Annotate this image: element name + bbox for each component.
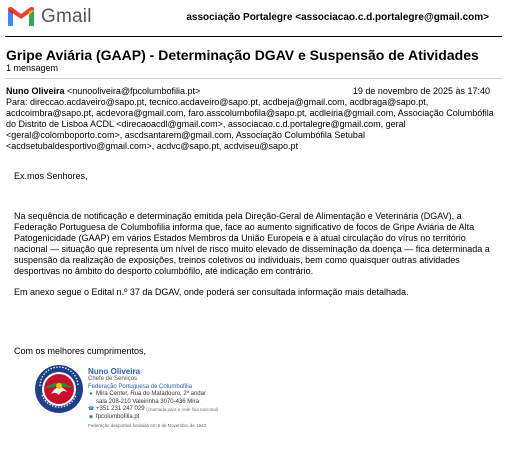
message-date: 19 de novembro de 2025 às 17:40 (352, 86, 490, 96)
signature-details (88, 367, 218, 430)
recipients-line (6, 97, 498, 152)
gmail-wordmark: Gmail (41, 6, 92, 27)
email-signature (34, 364, 334, 444)
body-paragraph-2: Em anexo segue o Edital n.º 37 da DGAV, onde poderá ser consultada informação mais detalhada. (14, 287, 409, 297)
gmail-logo[interactable] (6, 6, 92, 28)
recipients-list[interactable]: direccao.acdaveiro@sapo.pt, tecnico.acdaveiro@sapo.pt, acdbeja@gmail.com, acdbraga@sapo.pt, acdcoimbra@sapo.pt, acdevora@gmail.com, faro.asscolumbofila@sapo.pt, acdleiria@gmail.com, Associação Columbófila do Distrito de Lisboa ACDL <direcaoacdl@gmail.com>, associacao.c.d.portalegre@gmail.com, geral <geral@colomboporto.com>, ascdsantarem@gmail.com, Associação Columbófila Setubal <acdsetubaldesportivo@gmail.com>, acdvc@sapo.pt, acdviseu@sapo.pt (6, 97, 494, 151)
message-count: 1 mensagem (6, 63, 59, 73)
sender-name: Nuno Oliveira (6, 86, 65, 96)
signature-phone (88, 406, 218, 414)
body-paragraph-1: Na sequência de notificação e determinação emitida pela Direção-Geral de Alimentação e Veterinária (DGAV), a Federação Portuguesa de Columbofilia informa que, face ao aumento significativo de focos de Gripe Aviária de Alta Patogenicidade (GAAP) em vários Estados Membros da União Europeia e à atual circulação do vírus no território nacional — situação que representa um nível de risco muito elevado de disseminação da doença — fica determinada a suspensão da realização de exposições, treinos coletivos ou individuais, bem como quaisquer outras atividades desportivas no âmbito do desporto columbófilo, até indicação em contrário. (14, 211, 490, 276)
signature-role: Chefe de Serviços (88, 376, 138, 382)
sender-address[interactable]: <nunooliveira@fpcolumbofilia.pt> (67, 86, 201, 96)
signature-name: Nuno Oliveira (88, 367, 141, 376)
signature-website[interactable]: fpcolumbofilia.pt (96, 413, 140, 420)
header-divider (5, 36, 502, 37)
closing: Com os melhores cumprimentos, (14, 346, 147, 356)
from-line (6, 86, 498, 97)
to-label: Para: (6, 97, 28, 107)
globe-icon: ◉ (88, 413, 94, 420)
signature-phone-note: (chamada para a rede fixa nacional) (146, 407, 219, 412)
location-pin-icon: ● (89, 391, 93, 397)
top-bar (0, 0, 507, 36)
greeting: Ex.mos Senhores, (14, 171, 88, 181)
email-subject: Gripe Aviária (GAAP) - Determinação DGAV e Suspensão de Atividades (6, 47, 479, 63)
signature-address (88, 391, 218, 399)
signature-footer: Federação desportiva fundada em 5 de Novembro de 1943 (88, 423, 207, 428)
signature-web (88, 414, 218, 422)
federation-seal-icon (34, 364, 84, 419)
subject-divider (5, 78, 502, 79)
signature-address-line-1: Mira Center, Rua do Matadouro, 2º andar (96, 391, 206, 397)
signature-organization: Federação Portuguesa de Columbofilia (88, 383, 193, 390)
gmail-envelope-icon (6, 6, 36, 28)
signature-address-2 (88, 399, 218, 407)
signature-phone-number[interactable]: +351 231 247 029 (96, 406, 145, 412)
message-header (6, 86, 498, 152)
account-identity: associação Portalegre <associacao.c.d.portalegre@gmail.com> (186, 12, 489, 23)
signature-address-line-2: sala 208-210 Valeirinha 3070-436 Mira (96, 398, 199, 405)
phone-icon: ☎ (88, 406, 95, 412)
